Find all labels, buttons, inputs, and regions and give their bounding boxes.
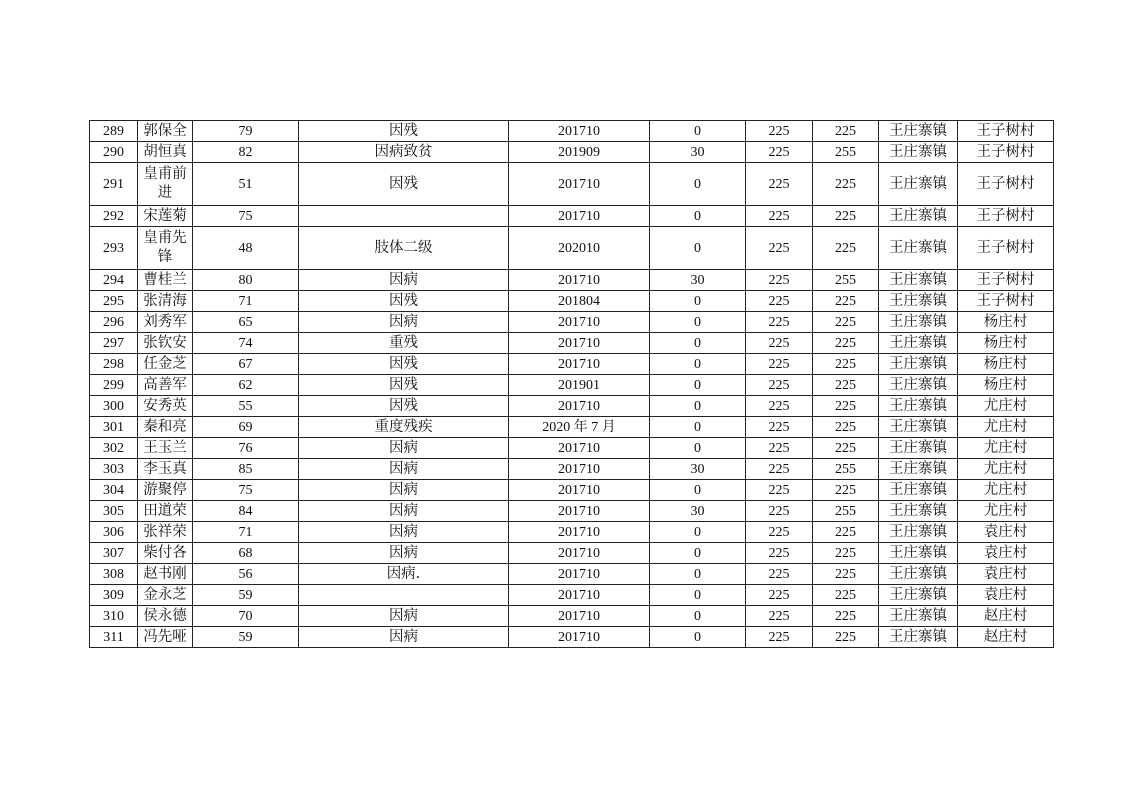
table-row [90, 627, 1054, 648]
village-cell: 尤庄村 [958, 417, 1054, 438]
start-date-cell: 201909 [509, 142, 650, 163]
start-date-cell: 201710 [509, 606, 650, 627]
village-cell: 王子树村 [958, 121, 1054, 142]
row-number-cell: 296 [90, 312, 138, 333]
start-date-cell: 201710 [509, 543, 650, 564]
name-cell: 金永芝 [138, 585, 193, 606]
village-cell: 杨庄村 [958, 354, 1054, 375]
reason-cell: 因病 [299, 438, 509, 459]
age-cell: 82 [193, 142, 299, 163]
start-date-cell: 201710 [509, 333, 650, 354]
reason-cell: 因病致贫 [299, 142, 509, 163]
reason-cell: 因病 [299, 480, 509, 501]
total-amount-cell: 255 [813, 501, 879, 522]
total-amount-cell: 225 [813, 564, 879, 585]
extra-amount-cell: 0 [650, 291, 746, 312]
town-cell: 王庄寨镇 [879, 627, 958, 648]
name-cell: 张钦安 [138, 333, 193, 354]
table-row [90, 291, 1054, 312]
reason-cell: 重度残疾 [299, 417, 509, 438]
town-cell: 王庄寨镇 [879, 375, 958, 396]
name-cell: 赵书刚 [138, 564, 193, 585]
age-cell: 71 [193, 522, 299, 543]
age-cell: 56 [193, 564, 299, 585]
reason-cell: 因病 [299, 312, 509, 333]
base-amount-cell: 225 [746, 163, 813, 206]
total-amount-cell: 225 [813, 438, 879, 459]
reason-cell: 肢体二级 [299, 227, 509, 270]
table-row [90, 312, 1054, 333]
age-cell: 59 [193, 585, 299, 606]
extra-amount-cell: 0 [650, 543, 746, 564]
age-cell: 85 [193, 459, 299, 480]
base-amount-cell: 225 [746, 438, 813, 459]
name-cell: 曹桂兰 [138, 270, 193, 291]
age-cell: 55 [193, 396, 299, 417]
town-cell: 王庄寨镇 [879, 142, 958, 163]
table-row [90, 227, 1054, 270]
table-body [90, 121, 1054, 648]
start-date-cell: 2020 年 7 月 [509, 417, 650, 438]
extra-amount-cell: 30 [650, 142, 746, 163]
table-row [90, 396, 1054, 417]
table-row [90, 375, 1054, 396]
village-cell: 王子树村 [958, 227, 1054, 270]
town-cell: 王庄寨镇 [879, 121, 958, 142]
village-cell: 杨庄村 [958, 312, 1054, 333]
base-amount-cell: 225 [746, 627, 813, 648]
total-amount-cell: 225 [813, 375, 879, 396]
extra-amount-cell: 0 [650, 312, 746, 333]
extra-amount-cell: 0 [650, 396, 746, 417]
table-row [90, 163, 1054, 206]
base-amount-cell: 225 [746, 543, 813, 564]
town-cell: 王庄寨镇 [879, 522, 958, 543]
reason-cell: 因残 [299, 396, 509, 417]
table-row [90, 522, 1054, 543]
row-number-cell: 292 [90, 206, 138, 227]
name-cell: 皇甫前进 [138, 163, 193, 206]
name-cell: 田道荣 [138, 501, 193, 522]
town-cell: 王庄寨镇 [879, 333, 958, 354]
name-cell: 皇甫先锋 [138, 227, 193, 270]
age-cell: 70 [193, 606, 299, 627]
age-cell: 59 [193, 627, 299, 648]
age-cell: 62 [193, 375, 299, 396]
row-number-cell: 301 [90, 417, 138, 438]
start-date-cell: 201710 [509, 163, 650, 206]
table-row [90, 206, 1054, 227]
name-cell: 高善军 [138, 375, 193, 396]
start-date-cell: 201710 [509, 396, 650, 417]
total-amount-cell: 225 [813, 291, 879, 312]
table-row [90, 459, 1054, 480]
start-date-cell: 201710 [509, 121, 650, 142]
village-cell: 尤庄村 [958, 438, 1054, 459]
age-cell: 74 [193, 333, 299, 354]
town-cell: 王庄寨镇 [879, 480, 958, 501]
extra-amount-cell: 0 [650, 606, 746, 627]
age-cell: 67 [193, 354, 299, 375]
age-cell: 71 [193, 291, 299, 312]
total-amount-cell: 225 [813, 522, 879, 543]
base-amount-cell: 225 [746, 142, 813, 163]
base-amount-cell: 225 [746, 480, 813, 501]
table-row [90, 417, 1054, 438]
table-row [90, 270, 1054, 291]
total-amount-cell: 225 [813, 585, 879, 606]
start-date-cell: 201901 [509, 375, 650, 396]
reason-cell: 因残 [299, 163, 509, 206]
village-cell: 尤庄村 [958, 480, 1054, 501]
extra-amount-cell: 0 [650, 375, 746, 396]
age-cell: 51 [193, 163, 299, 206]
name-cell: 任金芝 [138, 354, 193, 375]
row-number-cell: 295 [90, 291, 138, 312]
name-cell: 张清海 [138, 291, 193, 312]
total-amount-cell: 225 [813, 121, 879, 142]
total-amount-cell: 255 [813, 459, 879, 480]
reason-cell: 因残 [299, 291, 509, 312]
extra-amount-cell: 0 [650, 438, 746, 459]
base-amount-cell: 225 [746, 121, 813, 142]
total-amount-cell: 255 [813, 142, 879, 163]
base-amount-cell: 225 [746, 459, 813, 480]
reason-cell: 因病 [299, 543, 509, 564]
row-number-cell: 291 [90, 163, 138, 206]
total-amount-cell: 225 [813, 227, 879, 270]
reason-cell: 因残 [299, 375, 509, 396]
reason-cell [299, 206, 509, 227]
start-date-cell: 201710 [509, 627, 650, 648]
name-cell: 李玉真 [138, 459, 193, 480]
town-cell: 王庄寨镇 [879, 501, 958, 522]
extra-amount-cell: 0 [650, 206, 746, 227]
base-amount-cell: 225 [746, 564, 813, 585]
village-cell: 王子树村 [958, 270, 1054, 291]
village-cell: 杨庄村 [958, 333, 1054, 354]
row-number-cell: 310 [90, 606, 138, 627]
village-cell: 袁庄村 [958, 564, 1054, 585]
village-cell: 杨庄村 [958, 375, 1054, 396]
reason-cell: 因残 [299, 354, 509, 375]
total-amount-cell: 225 [813, 354, 879, 375]
town-cell: 王庄寨镇 [879, 354, 958, 375]
village-cell: 尤庄村 [958, 459, 1054, 480]
town-cell: 王庄寨镇 [879, 459, 958, 480]
row-number-cell: 299 [90, 375, 138, 396]
base-amount-cell: 225 [746, 227, 813, 270]
town-cell: 王庄寨镇 [879, 564, 958, 585]
base-amount-cell: 225 [746, 585, 813, 606]
row-number-cell: 289 [90, 121, 138, 142]
total-amount-cell: 225 [813, 312, 879, 333]
village-cell: 尤庄村 [958, 396, 1054, 417]
extra-amount-cell: 0 [650, 163, 746, 206]
table-row [90, 606, 1054, 627]
table-row [90, 543, 1054, 564]
village-cell: 尤庄村 [958, 501, 1054, 522]
age-cell: 75 [193, 206, 299, 227]
reason-cell: 重残 [299, 333, 509, 354]
start-date-cell: 201710 [509, 270, 650, 291]
base-amount-cell: 225 [746, 291, 813, 312]
extra-amount-cell: 0 [650, 522, 746, 543]
total-amount-cell: 225 [813, 627, 879, 648]
village-cell: 王子树村 [958, 142, 1054, 163]
row-number-cell: 308 [90, 564, 138, 585]
extra-amount-cell: 0 [650, 121, 746, 142]
total-amount-cell: 225 [813, 396, 879, 417]
row-number-cell: 290 [90, 142, 138, 163]
base-amount-cell: 225 [746, 206, 813, 227]
row-number-cell: 311 [90, 627, 138, 648]
town-cell: 王庄寨镇 [879, 606, 958, 627]
total-amount-cell: 225 [813, 163, 879, 206]
name-cell: 侯永德 [138, 606, 193, 627]
town-cell: 王庄寨镇 [879, 543, 958, 564]
start-date-cell: 201710 [509, 564, 650, 585]
age-cell: 80 [193, 270, 299, 291]
age-cell: 65 [193, 312, 299, 333]
base-amount-cell: 225 [746, 417, 813, 438]
age-cell: 69 [193, 417, 299, 438]
start-date-cell: 201710 [509, 354, 650, 375]
extra-amount-cell: 30 [650, 459, 746, 480]
town-cell: 王庄寨镇 [879, 417, 958, 438]
extra-amount-cell: 30 [650, 501, 746, 522]
extra-amount-cell: 0 [650, 480, 746, 501]
name-cell: 张祥荣 [138, 522, 193, 543]
name-cell: 王玉兰 [138, 438, 193, 459]
name-cell: 刘秀军 [138, 312, 193, 333]
age-cell: 79 [193, 121, 299, 142]
village-cell: 王子树村 [958, 206, 1054, 227]
town-cell: 王庄寨镇 [879, 312, 958, 333]
town-cell: 王庄寨镇 [879, 585, 958, 606]
table-row [90, 564, 1054, 585]
row-number-cell: 304 [90, 480, 138, 501]
table-row [90, 121, 1054, 142]
base-amount-cell: 225 [746, 333, 813, 354]
town-cell: 王庄寨镇 [879, 227, 958, 270]
row-number-cell: 307 [90, 543, 138, 564]
extra-amount-cell: 0 [650, 585, 746, 606]
base-amount-cell: 225 [746, 354, 813, 375]
name-cell: 胡恒真 [138, 142, 193, 163]
reason-cell: 因病. [299, 564, 509, 585]
town-cell: 王庄寨镇 [879, 163, 958, 206]
total-amount-cell: 225 [813, 206, 879, 227]
start-date-cell: 201710 [509, 585, 650, 606]
base-amount-cell: 225 [746, 396, 813, 417]
town-cell: 王庄寨镇 [879, 396, 958, 417]
village-cell: 袁庄村 [958, 543, 1054, 564]
start-date-cell: 201710 [509, 480, 650, 501]
table-row [90, 480, 1054, 501]
extra-amount-cell: 0 [650, 627, 746, 648]
extra-amount-cell: 30 [650, 270, 746, 291]
village-cell: 王子树村 [958, 163, 1054, 206]
reason-cell [299, 585, 509, 606]
town-cell: 王庄寨镇 [879, 270, 958, 291]
age-cell: 68 [193, 543, 299, 564]
reason-cell: 因病 [299, 627, 509, 648]
start-date-cell: 201710 [509, 206, 650, 227]
base-amount-cell: 225 [746, 522, 813, 543]
village-cell: 袁庄村 [958, 522, 1054, 543]
row-number-cell: 297 [90, 333, 138, 354]
age-cell: 75 [193, 480, 299, 501]
start-date-cell: 201710 [509, 459, 650, 480]
table-row [90, 333, 1054, 354]
table-row [90, 354, 1054, 375]
reason-cell: 因病 [299, 522, 509, 543]
total-amount-cell: 225 [813, 333, 879, 354]
base-amount-cell: 225 [746, 375, 813, 396]
start-date-cell: 201710 [509, 501, 650, 522]
table-row [90, 438, 1054, 459]
name-cell: 郭保全 [138, 121, 193, 142]
name-cell: 宋莲菊 [138, 206, 193, 227]
base-amount-cell: 225 [746, 312, 813, 333]
extra-amount-cell: 0 [650, 333, 746, 354]
total-amount-cell: 225 [813, 543, 879, 564]
reason-cell: 因病 [299, 501, 509, 522]
town-cell: 王庄寨镇 [879, 291, 958, 312]
extra-amount-cell: 0 [650, 354, 746, 375]
town-cell: 王庄寨镇 [879, 206, 958, 227]
row-number-cell: 298 [90, 354, 138, 375]
name-cell: 安秀英 [138, 396, 193, 417]
table-row [90, 501, 1054, 522]
total-amount-cell: 225 [813, 606, 879, 627]
start-date-cell: 201710 [509, 438, 650, 459]
table-row [90, 585, 1054, 606]
total-amount-cell: 225 [813, 480, 879, 501]
reason-cell: 因残 [299, 121, 509, 142]
start-date-cell: 201804 [509, 291, 650, 312]
base-amount-cell: 225 [746, 606, 813, 627]
village-cell: 赵庄村 [958, 627, 1054, 648]
name-cell: 秦和亮 [138, 417, 193, 438]
village-cell: 赵庄村 [958, 606, 1054, 627]
row-number-cell: 305 [90, 501, 138, 522]
extra-amount-cell: 0 [650, 227, 746, 270]
extra-amount-cell: 0 [650, 564, 746, 585]
name-cell: 柴付各 [138, 543, 193, 564]
start-date-cell: 201710 [509, 522, 650, 543]
start-date-cell: 202010 [509, 227, 650, 270]
row-number-cell: 303 [90, 459, 138, 480]
base-amount-cell: 225 [746, 270, 813, 291]
village-cell: 王子树村 [958, 291, 1054, 312]
reason-cell: 因病 [299, 270, 509, 291]
table-row [90, 142, 1054, 163]
reason-cell: 因病 [299, 606, 509, 627]
age-cell: 76 [193, 438, 299, 459]
row-number-cell: 306 [90, 522, 138, 543]
base-amount-cell: 225 [746, 501, 813, 522]
town-cell: 王庄寨镇 [879, 438, 958, 459]
start-date-cell: 201710 [509, 312, 650, 333]
row-number-cell: 294 [90, 270, 138, 291]
row-number-cell: 293 [90, 227, 138, 270]
name-cell: 游聚停 [138, 480, 193, 501]
total-amount-cell: 225 [813, 417, 879, 438]
age-cell: 84 [193, 501, 299, 522]
name-cell: 冯先哑 [138, 627, 193, 648]
age-cell: 48 [193, 227, 299, 270]
row-number-cell: 300 [90, 396, 138, 417]
row-number-cell: 302 [90, 438, 138, 459]
reason-cell: 因病 [299, 459, 509, 480]
total-amount-cell: 255 [813, 270, 879, 291]
village-cell: 袁庄村 [958, 585, 1054, 606]
extra-amount-cell: 0 [650, 417, 746, 438]
row-number-cell: 309 [90, 585, 138, 606]
beneficiary-table [89, 120, 1054, 648]
